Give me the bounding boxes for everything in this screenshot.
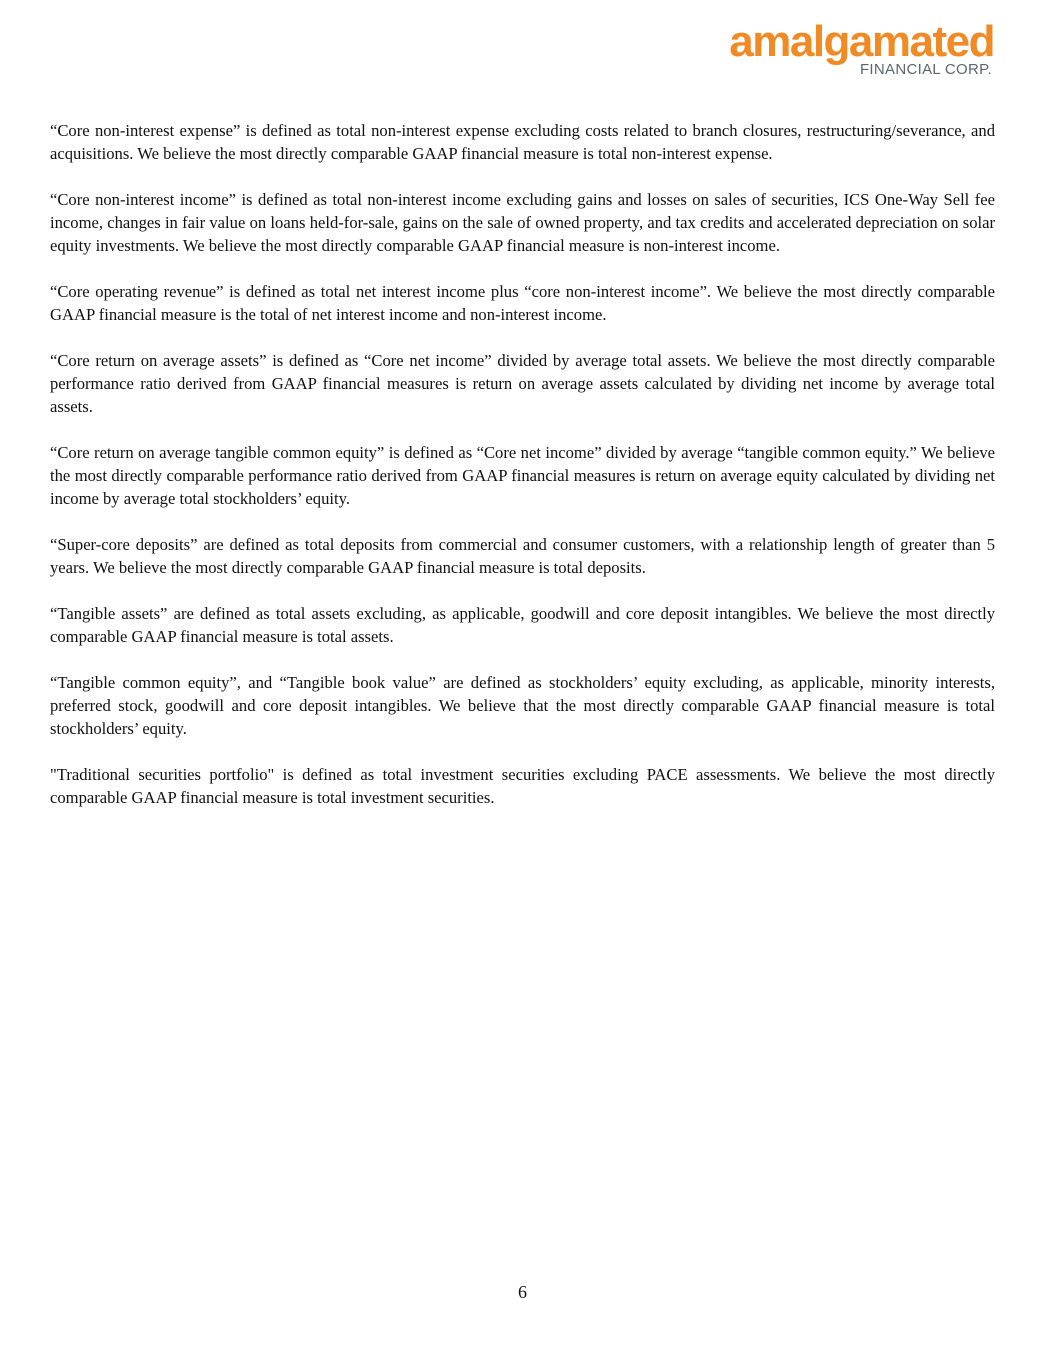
definition-core-non-interest-expense: “Core non-interest expense” is defined as total non-interest expense excluding costs related to branch closures, restructuring/severance, and acquisitions. We believe the most directly comparable GAAP financial measure is total non-interest expense. <box>50 121 995 163</box>
definition-core-operating-revenue: “Core operating revenue” is defined as total net interest income plus “core non-interest income”. We believe the most directly comparable GAAP financial measure is the total of net interest income and non-interest income. <box>50 282 995 324</box>
definition-tangible-common-equity: “Tangible common equity”, and “Tangible book value” are defined as stockholders’ equity excluding, as applicable, minority interests, preferred stock, goodwill and core deposit intangibles. We believe that the most directly comparable GAAP financial measure is total stockholders’ equity. <box>50 673 995 738</box>
definition-core-return-on-average-assets: “Core return on average assets” is defined as “Core net income” divided by average total assets. We believe the most directly comparable performance ratio derived from GAAP financial measures is return on average assets calculated by dividing net income by average total assets. <box>50 351 995 416</box>
logo-wordmark: amalgamated <box>729 17 994 66</box>
logo-subtitle: FINANCIAL CORP. <box>859 61 992 78</box>
definition-traditional-securities-portfolio: "Traditional securities portfolio" is defined as total investment securities excluding PACE assessments. We believe the most directly comparable GAAP financial measure is total investment securities. <box>50 765 995 807</box>
definition-tangible-assets: “Tangible assets” are defined as total assets excluding, as applicable, goodwill and core deposit intangibles. We believe the most directly comparable GAAP financial measure is total assets. <box>50 604 995 646</box>
company-logo <box>704 17 994 78</box>
definition-super-core-deposits: “Super-core deposits” are defined as total deposits from commercial and consumer customers, with a relationship length of greater than 5 years. We believe the most directly comparable GAAP financial measure is total deposits. <box>50 535 995 577</box>
page-number: 6 <box>518 1282 527 1302</box>
definition-core-return-on-tangible-equity: “Core return on average tangible common equity” is defined as “Core net income” divided by average “tangible common equity.” We believe the most directly comparable performance ratio derived from GAAP financial measures is return on average equity calculated by dividing net income by average total stockholders’ equity. <box>50 443 995 508</box>
definitions-body <box>50 119 995 832</box>
definition-core-non-interest-income: “Core non-interest income” is defined as total non-interest income excluding gains and losses on sales of securities, ICS One-Way Sell fee income, changes in fair value on loans held-for-sale, gains on the sale of owned property, and tax credits and accelerated depreciation on solar equity investments. We believe the most directly comparable GAAP financial measure is non-interest income. <box>50 190 995 255</box>
